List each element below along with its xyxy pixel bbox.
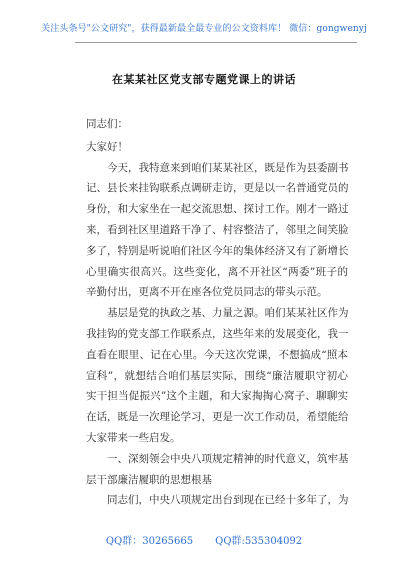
heading-line: 层干部廉洁履职的思想根基: [86, 473, 212, 486]
header-divider: [75, 42, 357, 43]
document-body: [86, 114, 348, 511]
text-line: 同志们，中央八项规定出台到现在已经十多年了，为: [107, 494, 348, 507]
footer-qq-groups: [0, 532, 408, 547]
text-line: 基层是党的执政之基、力量之源。咱们某某社区作为: [107, 307, 348, 320]
salutation-line: 同志们：: [86, 118, 128, 130]
text-line: 今天，我特意来到咱们某某社区，既是作为县委副书: [107, 161, 348, 174]
text-line: 身份，和大家坐在一起交流思想、探讨工作。刚才一路过: [86, 203, 348, 216]
text-line: 实干担当促振兴”这个主题，和大家掏掏心窝子、聊聊实: [86, 390, 348, 403]
text-line: 宣科”，就想结合咱们基层实际，围绕“廉洁履职守初心: [86, 369, 348, 382]
document-title: 在某某社区党支部专题党课上的讲话: [112, 73, 296, 86]
section-heading-1: [86, 449, 348, 491]
paragraph-3: [86, 490, 348, 511]
heading-line: 一、深刻领会中央八项规定精神的时代意义，筑牢基: [107, 452, 348, 465]
paragraph-2: [86, 303, 348, 449]
text-line: 在话，既是一次理论学习，更是一次工作动员，希望能给: [86, 411, 348, 424]
text-line: 我挂钩的党支部工作联系点，这些年来的发展变化，我一: [86, 327, 348, 340]
qq-group-2: QQ群:535304092: [215, 536, 303, 547]
text-line: 心里确实很高兴。这些变化，离不开社区“两委”班子的: [86, 265, 348, 278]
paragraph-1: [86, 158, 348, 304]
text-line: 直看在眼里、记在心里。今天这次党课，不想搞成“照本: [86, 348, 348, 361]
text-line: 辛勤付出，更离不开在座各位党员同志的带头示范。: [86, 286, 328, 299]
qq-group-1: QQ群：30265665: [105, 536, 194, 547]
promo-header: 关注头条号"公文研究"，获得最新最全最专业的公文资料库！ 微信：gongwenyj: [41, 24, 367, 34]
text-line: 记、县长来挂钩联系点调研走访，更是以一名普通党员的: [86, 182, 348, 195]
greeting-line: 大家好！: [86, 140, 128, 153]
text-line: 多了，特别是听说咱们社区今年的集体经济又有了新增长: [86, 244, 348, 257]
text-line: 来，看到社区里道路干净了、村容整洁了，邻里之间笑脸: [86, 223, 348, 236]
text-line: 大家带来一些启发。: [86, 431, 181, 444]
